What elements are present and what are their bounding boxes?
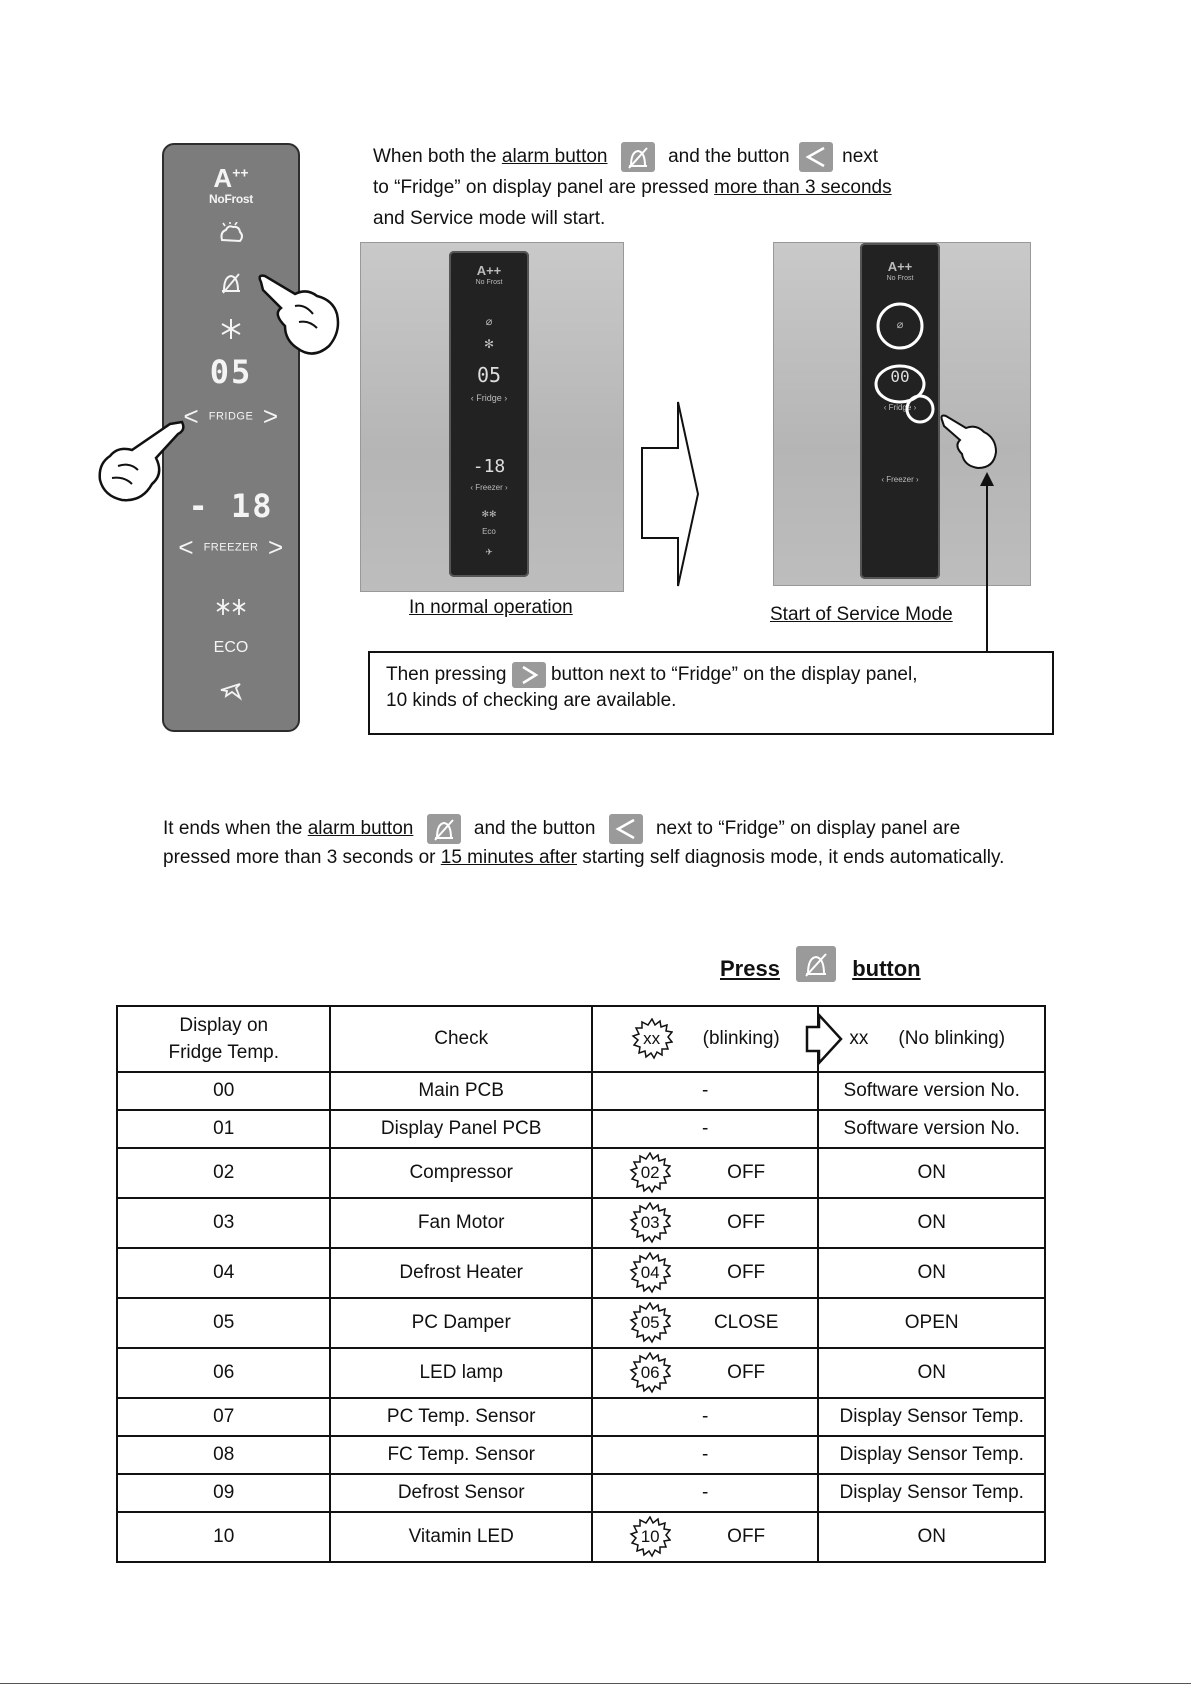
steady-cell: OPEN	[818, 1298, 1045, 1348]
blinking-burst-icon: 10	[629, 1516, 671, 1558]
table-row	[117, 1474, 1045, 1512]
fridge-increase-button[interactable]: >	[262, 401, 279, 431]
steady-cell: ON	[818, 1248, 1045, 1298]
steady-cell: ON	[818, 1512, 1045, 1562]
steady-cell: Display Sensor Temp.	[818, 1474, 1045, 1512]
header-check-cell: Check	[330, 1006, 591, 1072]
fridge-label: FRIDGE	[208, 410, 254, 423]
right-arrow-icon	[640, 400, 700, 588]
steady-cell: Software version No.	[818, 1072, 1045, 1110]
blinking-burst-icon: 06	[629, 1352, 671, 1394]
display-code-cell: 10	[117, 1512, 330, 1562]
blinking-cell: 02 OFF	[592, 1148, 819, 1198]
end-text-line-1: It ends when the alarm button and the button next to “Fridge” on display panel are	[163, 814, 960, 844]
display-code-cell: 00	[117, 1072, 330, 1110]
header-steady-cell: xx (No blinking)	[818, 1006, 1045, 1072]
check-item-cell: Defrost Heater	[330, 1248, 591, 1298]
blinking-cell: 06 OFF	[592, 1348, 819, 1398]
table-row	[117, 1148, 1045, 1198]
normal-operation-photo: A++ No Frost ⌀ ✻ 05 ‹ Fridge › -18 ‹ Freezer › ✻✻ Eco ✈	[360, 242, 624, 592]
brand-subtitle: NoFrost	[209, 192, 253, 206]
instruction-line-3: and Service mode will start.	[373, 208, 606, 229]
steady-cell: ON	[818, 1198, 1045, 1248]
display-code-cell: 02	[117, 1148, 330, 1198]
table-row	[117, 1072, 1045, 1110]
left-arrow-button-icon	[609, 814, 643, 844]
steady-cell: Display Sensor Temp.	[818, 1398, 1045, 1436]
display-code-cell: 07	[117, 1398, 330, 1436]
transition-arrow-icon	[805, 1013, 843, 1065]
highlight-circles	[872, 300, 972, 430]
freezer-decrease-button[interactable]: <	[178, 532, 195, 562]
blinking-cell: -	[592, 1110, 819, 1148]
eco-button[interactable]: ECO	[213, 639, 249, 656]
check-item-cell: FC Temp. Sensor	[330, 1436, 591, 1474]
blinking-burst-icon: 04	[629, 1252, 671, 1294]
table-row	[117, 1110, 1045, 1148]
normal-operation-caption: In normal operation	[409, 597, 573, 618]
display-code-cell: 06	[117, 1348, 330, 1398]
check-item-cell: Vitamin LED	[330, 1512, 591, 1562]
table-row	[117, 1248, 1045, 1298]
check-item-cell: PC Damper	[330, 1298, 591, 1348]
blinking-cell: 05 CLOSE	[592, 1298, 819, 1348]
check-item-cell: Defrost Sensor	[330, 1474, 591, 1512]
steady-cell: ON	[818, 1348, 1045, 1398]
note-line-2: 10 kinds of checking are available.	[386, 690, 677, 711]
table-row	[117, 1198, 1045, 1248]
check-item-cell: Display Panel PCB	[330, 1110, 591, 1148]
up-arrow-icon	[975, 470, 999, 653]
steady-cell: Software version No.	[818, 1110, 1045, 1148]
blinking-burst-icon: 02	[629, 1152, 671, 1194]
blinking-burst-icon: xx	[631, 1018, 673, 1060]
table-row	[117, 1398, 1045, 1436]
note-line-1: Then pressing button next to “Fridge” on the display panel,	[386, 660, 917, 690]
quick-freeze-icon[interactable]	[164, 597, 298, 622]
pointing-hand-icon	[255, 270, 343, 356]
check-item-cell: Fan Motor	[330, 1198, 591, 1248]
display-code-cell: 09	[117, 1474, 330, 1512]
table-row	[117, 1512, 1045, 1562]
service-check-table	[116, 1005, 1046, 1563]
fridge-decrease-button[interactable]: <	[183, 401, 200, 431]
end-text-line-2: pressed more than 3 seconds or 15 minutes after starting self diagnosis mode, it ends automatically.	[163, 847, 1005, 868]
table-row	[117, 1436, 1045, 1474]
freezer-nav-row	[164, 532, 298, 563]
check-item-cell: Compressor	[330, 1148, 591, 1198]
display-code-cell: 01	[117, 1110, 330, 1148]
pointing-hand-icon	[940, 412, 1000, 472]
blinking-cell: -	[592, 1072, 819, 1110]
brand-logo: A++	[213, 163, 249, 193]
holiday-icon[interactable]	[164, 678, 298, 707]
page-bottom-edge	[0, 1683, 1191, 1684]
header-display-cell: Display on Fridge Temp.	[117, 1006, 330, 1072]
pointing-hand-icon	[96, 418, 188, 508]
blinking-cell: -	[592, 1436, 819, 1474]
freezer-temp-display: - 18	[188, 487, 274, 525]
steady-cell: ON	[818, 1148, 1045, 1198]
alarm-button-icon	[796, 946, 836, 982]
press-button-label: Press button	[720, 946, 921, 982]
check-item-cell: LED lamp	[330, 1348, 591, 1398]
blinking-cell: -	[592, 1474, 819, 1512]
check-item-cell: Main PCB	[330, 1072, 591, 1110]
blinking-burst-icon: 05	[629, 1302, 671, 1344]
fridge-temp-display: 05	[209, 353, 253, 391]
table-row	[117, 1348, 1045, 1398]
blinking-cell: -	[592, 1398, 819, 1436]
instruction-line-2: to “Fridge” on display panel are pressed more than 3 seconds	[373, 177, 892, 198]
alarm-button-link: alarm button	[501, 146, 608, 168]
left-arrow-button-icon	[799, 142, 833, 172]
display-code-cell: 04	[117, 1248, 330, 1298]
steady-cell: Display Sensor Temp.	[818, 1436, 1045, 1474]
freezer-increase-button[interactable]: >	[267, 532, 284, 562]
service-mode-photo: A++ No Frost ⌀ 00 ‹ Fridge › ‹ Freezer ›	[773, 242, 1031, 586]
instruction-line-1: When both the alarm button and the button next	[373, 142, 878, 172]
header-blinking-cell: xx (blinking)	[592, 1006, 819, 1072]
table-row	[117, 1298, 1045, 1348]
display-code-cell: 05	[117, 1298, 330, 1348]
blinking-cell: 03 OFF	[592, 1198, 819, 1248]
note-box	[368, 651, 1054, 735]
check-item-cell: PC Temp. Sensor	[330, 1398, 591, 1436]
service-mode-caption: Start of Service Mode	[770, 604, 953, 625]
table-header-row	[117, 1006, 1045, 1072]
blinking-burst-icon: 03	[629, 1202, 671, 1244]
blinking-cell: 04 OFF	[592, 1248, 819, 1298]
display-code-cell: 03	[117, 1198, 330, 1248]
blinking-cell: 10 OFF	[592, 1512, 819, 1562]
vitamin-icon[interactable]	[164, 222, 298, 253]
right-arrow-button-icon	[512, 662, 546, 688]
display-code-cell: 08	[117, 1436, 330, 1474]
freezer-label: FREEZER	[203, 541, 259, 554]
alarm-button-icon	[621, 142, 655, 172]
alarm-button-icon	[427, 814, 461, 844]
